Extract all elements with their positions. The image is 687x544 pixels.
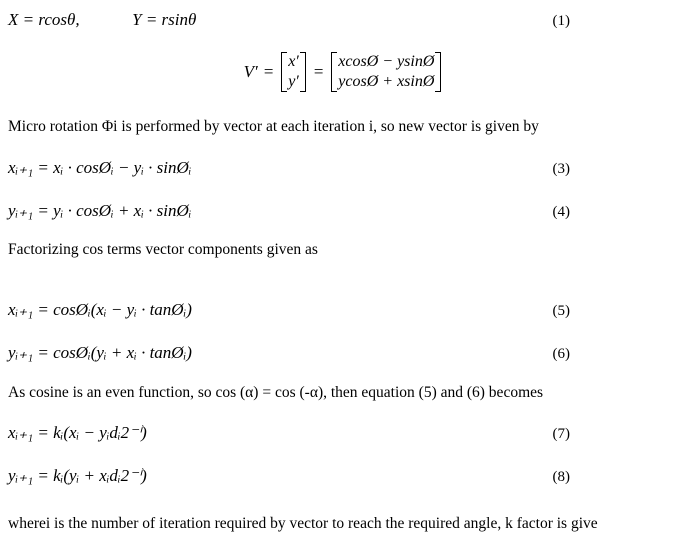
column-vector-2 [331, 52, 441, 92]
equation-line-1 [8, 10, 570, 30]
vector2-row2: ycosØ + xsinØ [338, 73, 435, 91]
equation-line-4 [8, 201, 570, 221]
equation-4-number: (4) [552, 204, 570, 220]
equation-4-body: yᵢ₊₁ = yᵢ · cosØᵢ + xᵢ · sinØᵢ [8, 201, 192, 220]
paragraph-even-function: As cosine is an even function, so cos (α) = cos (-α), then equation (5) and (6) becomes [8, 384, 544, 401]
matrix-equals-2: = [312, 62, 325, 82]
equation-6-number: (6) [552, 346, 570, 362]
matrix-equals-1: = [262, 62, 275, 82]
vector1-row2: y′ [288, 73, 299, 91]
equation-line-5 [8, 300, 570, 320]
matrix-lhs: V′ [243, 62, 258, 82]
equation-1-number: (1) [552, 13, 570, 29]
equation-5-body: xᵢ₊₁ = cosØᵢ(xᵢ − yᵢ · tanØᵢ) [8, 300, 192, 319]
equation-line-6 [8, 343, 570, 363]
equation-line-8 [8, 466, 570, 486]
paragraph-iteration-count: wherei is the number of iteration required by vector to reach the required angle, k factor is give [8, 515, 598, 532]
equation-5-number: (5) [552, 303, 570, 319]
vector2-row1: xcosØ − ysinØ [338, 53, 435, 70]
equation-7-body: xᵢ₊₁ = kᵢ(xᵢ − yᵢdᵢ2⁻ⁱ) [8, 423, 147, 442]
equation-3-body: xᵢ₊₁ = xᵢ · cosØᵢ − yᵢ · sinØᵢ [8, 158, 192, 177]
equation-1-body: X = rcosθ, Y = rsinθ [8, 10, 197, 29]
matrix-equation [0, 52, 687, 92]
equation-line-3 [8, 158, 570, 178]
equation-line-7 [8, 423, 570, 443]
equation-3-number: (3) [552, 161, 570, 177]
paragraph-factorizing: Factorizing cos terms vector components given as [8, 241, 318, 258]
paragraph-micro-rotation: Micro rotation Φi is performed by vector at each iteration i, so new vector is given by [8, 118, 539, 135]
vector1-row1: x′ [288, 53, 299, 70]
equation-8-body: yᵢ₊₁ = kᵢ(yᵢ + xᵢdᵢ2⁻ⁱ) [8, 466, 147, 485]
equation-7-number: (7) [552, 426, 570, 442]
column-vector-1 [281, 52, 306, 92]
equation-8-number: (8) [552, 469, 570, 485]
equation-6-body: yᵢ₊₁ = cosØᵢ(yᵢ + xᵢ · tanØᵢ) [8, 343, 192, 362]
equation-line-2 [0, 52, 687, 92]
